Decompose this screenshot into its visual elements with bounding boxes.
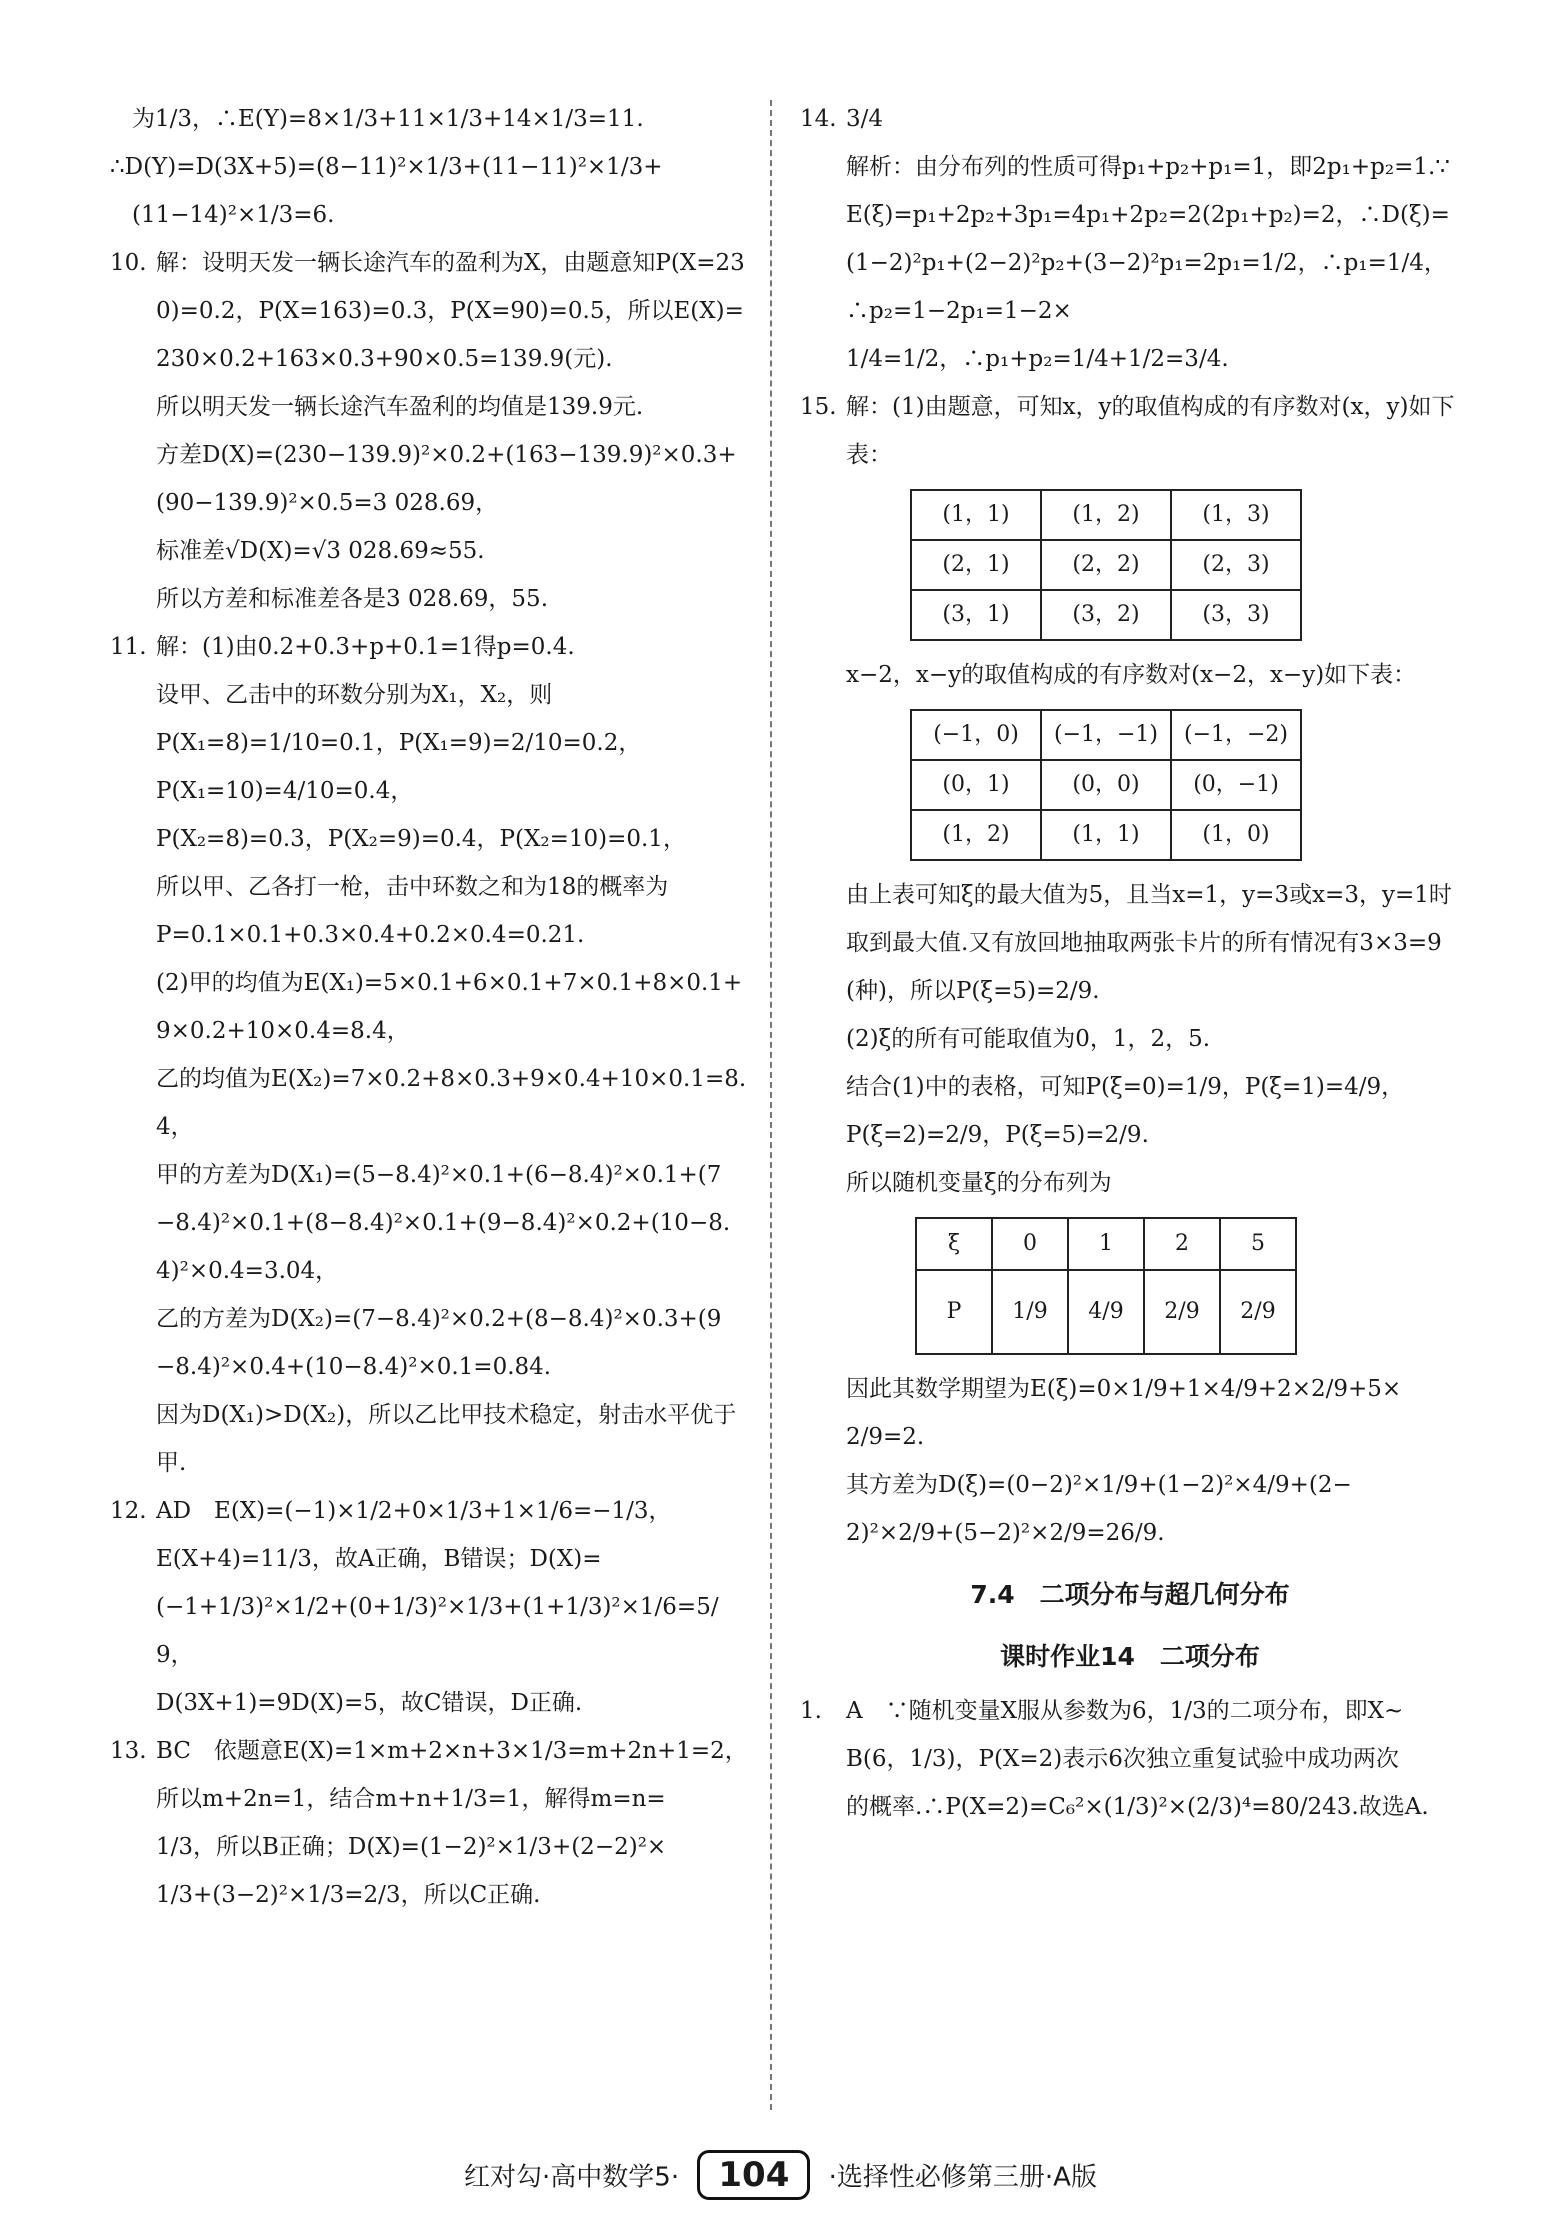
text-line: D(3X+1)=9D(X)=5，故C错误，D正确. (156, 1690, 583, 1716)
xy-pairs-table (910, 489, 1302, 641)
text-line: 标准差√D(X)=√3 028.69≈55. (156, 538, 485, 564)
table-cell: (1，1) (911, 490, 1041, 540)
table-cell: (0，1) (911, 760, 1041, 810)
text-line: 所以明天发一辆长途汽车盈利的均值是139.9元. (156, 394, 644, 420)
item-number: 15. (800, 394, 837, 420)
table-cell: 4/9 (1068, 1270, 1144, 1354)
column-divider (770, 100, 772, 2110)
item-number: 1. (800, 1698, 822, 1724)
text-line: 所以方差和标准差各是3 028.69，55. (156, 586, 548, 612)
table-cell: (1，2) (911, 810, 1041, 860)
text-line: 方差D(X)=(230−139.9)²×0.2+(163−139.9)²×0.3+(90−139.9)²×0.5=3 028.69， (156, 442, 737, 516)
table-cell: (1，1) (1041, 810, 1171, 860)
table-row (911, 540, 1301, 590)
table-cell: ξ (916, 1218, 992, 1270)
answer-13 (110, 1727, 750, 1919)
text-line: 1/3+(3−2)²×1/3=2/3，所以C正确. (156, 1882, 541, 1908)
table-cell: (−1，−1) (1041, 710, 1171, 760)
text-line: 所以甲、乙各打一枪，击中环数之和为18的概率为 (156, 874, 669, 900)
footer-book-title: 红对勾·高中数学5· (464, 2162, 680, 2193)
text-line: 乙的方差为D(X₂)=(7−8.4)²×0.2+(8−8.4)²×0.3+(9−8.4)²×0.4+(10−8.4)²×0.1=0.84. (156, 1306, 722, 1380)
text-line: B(6，1/3)，P(X=2)表示6次独立重复试验中成功两次 (846, 1746, 1399, 1772)
table-row (911, 490, 1301, 540)
text-line: 甲的方差为D(X₁)=(5−8.4)²×0.1+(6−8.4)²×0.1+(7−8.4)²×0.1+(8−8.4)²×0.1+(9−8.4)²×0.2+(10−8.4)²×0.4=3.04， (156, 1162, 731, 1284)
table-cell: (0，0) (1041, 760, 1171, 810)
text-line: (−1+1/3)²×1/2+(0+1/3)²×1/3+(1+1/3)²×1/6=5/9， (156, 1594, 719, 1668)
text-line: 解：设明天发一辆长途汽车的盈利为X，由题意知P(X=230)=0.2，P(X=163)=0.3，P(X=90)=0.5，所以E(X)=230×0.2+163×0.3+90×0.5=139.9(元). (156, 250, 745, 372)
text-line: 为1/3，∴E(Y)=8×1/3+11×1/3+14×1/3=11. (132, 106, 644, 132)
text-line: P(X₂=8)=0.3，P(X₂=9)=0.4，P(X₂=10)=0.1， (156, 826, 686, 852)
table-cell: (−1，0) (911, 710, 1041, 760)
text-line: 所以随机变量ξ的分布列为 (846, 1170, 1112, 1196)
right-column (800, 95, 1460, 1831)
table-cell: (2，1) (911, 540, 1041, 590)
table-row (911, 760, 1301, 810)
derived-pairs-table (910, 709, 1302, 861)
table-cell: 2/9 (1144, 1270, 1220, 1354)
text-line: 设甲、乙击中的环数分别为X₁，X₂，则 (156, 682, 553, 708)
text-line: 其方差为D(ξ)=(0−2)²×1/9+(1−2)²×4/9+(2− (846, 1472, 1352, 1498)
table-row (911, 710, 1301, 760)
answer-12 (110, 1487, 750, 1727)
table-cell: (2，2) (1041, 540, 1171, 590)
answer-14 (800, 95, 1460, 383)
table-cell: (1，0) (1171, 810, 1301, 860)
table-cell: 5 (1220, 1218, 1296, 1270)
item-number: 10. (110, 250, 147, 276)
table-cell: (3，2) (1041, 590, 1171, 640)
table-row (916, 1218, 1296, 1270)
table-cell: (3，1) (911, 590, 1041, 640)
table-cell: (0，−1) (1171, 760, 1301, 810)
text-line: P(X₁=10)=4/10=0.4， (156, 778, 414, 804)
text-line: 1/3，所以B正确；D(X)=(1−2)²×1/3+(2−2)²× (156, 1834, 667, 1860)
text-line: 乙的均值为E(X₂)=7×0.2+8×0.3+9×0.4+10×0.1=8.4， (156, 1066, 747, 1140)
text-line: 2)²×2/9+(5−2)²×2/9=26/9. (846, 1520, 1165, 1546)
text-line: 由上表可知ξ的最大值为5，且当x=1，y=3或x=3，y=1时取到最大值.又有放回地抽取两张卡片的所有情况有3×3=9(种)，所以P(ξ=5)=2/9. (846, 882, 1452, 1004)
text-line: x−2，x−y的取值构成的有序数对(x−2，x−y)如下表： (846, 662, 1417, 688)
text-line: (11−14)²×1/3=6. (132, 202, 335, 228)
table-row (916, 1270, 1296, 1354)
text-line: (2)ξ的所有可能取值为0，1，2，5. (846, 1026, 1211, 1052)
distribution-table (915, 1217, 1297, 1355)
text-line: P(ξ=2)=2/9，P(ξ=5)=2/9. (846, 1122, 1149, 1148)
answer-15 (800, 383, 1460, 1557)
page-number: 104 (697, 2150, 810, 2200)
answer-1 (800, 1687, 1460, 1831)
text-line: A ∵随机变量X服从参数为6，1/3的二项分布，即X~ (846, 1698, 1404, 1724)
table-cell: (−1，−2) (1171, 710, 1301, 760)
text-line: 结合(1)中的表格，可知P(ξ=0)=1/9，P(ξ=1)=4/9， (846, 1074, 1405, 1100)
text-line: 因此其数学期望为E(ξ)=0×1/9+1×4/9+2×2/9+5× (846, 1376, 1402, 1402)
table-row (911, 590, 1301, 640)
subsection-title: 课时作业14 二项分布 (1000, 1642, 1260, 1671)
table-cell: 0 (992, 1218, 1068, 1270)
table-cell: 1 (1068, 1218, 1144, 1270)
page-footer (0, 2150, 1561, 2200)
item-number: 11. (110, 634, 147, 660)
text-line: E(X+4)=11/3，故A正确，B错误；D(X)= (156, 1546, 602, 1572)
text-line: 解析：由分布列的性质可得p₁+p₂+p₁=1，即2p₁+p₂=1.∵E(ξ)=p₁+2p₂+3p₁=4p₁+2p₂=2(2p₁+p₂)=2，∴D(ξ)=(1−2)²p₁+(2−2)²p₂+(3−2)²p₁=2p₁=1/2，∴p₁=1/4，∴p₂=1−2p₁=1−2× (846, 154, 1450, 324)
footer-edition: ·选择性必修第三册·A版 (828, 2162, 1097, 2193)
left-column (110, 95, 750, 1919)
table-cell: P (916, 1270, 992, 1354)
text-line: 因为D(X₁)>D(X₂)，所以乙比甲技术稳定，射击水平优于甲. (156, 1402, 737, 1476)
item-number: 12. (110, 1498, 147, 1524)
table-cell: 1/9 (992, 1270, 1068, 1354)
table-row (911, 810, 1301, 860)
text-line: AD E(X)=(−1)×1/2+0×1/3+1×1/6=−1/3， (156, 1498, 672, 1524)
text-line: ∴D(Y)=D(3X+5)=(8−11)²×1/3+(11−11)²×1/3+ (110, 154, 663, 180)
table-cell: (1，2) (1041, 490, 1171, 540)
table-cell: 2 (1144, 1218, 1220, 1270)
section-title: 7.4 二项分布与超几何分布 (970, 1580, 1290, 1609)
text-line: 解：(1)由题意，可知x，y的取值构成的有序数对(x，y)如下表： (846, 394, 1455, 468)
table-cell: 2/9 (1220, 1270, 1296, 1354)
table-cell: (2，3) (1171, 540, 1301, 590)
text-line: P=0.1×0.1+0.3×0.4+0.2×0.4=0.21. (156, 922, 585, 948)
text-line: 的概率.∴P(X=2)=C₆²×(1/3)²×(2/3)⁴=80/243.故选A. (846, 1794, 1429, 1820)
text-line: BC 依题意E(X)=1×m+2×n+3×1/3=m+2n+1=2，所以m+2n=1，结合m+n+1/3=1，解得m=n= (156, 1738, 748, 1812)
table-cell: (1，3) (1171, 490, 1301, 540)
text-line: 2/9=2. (846, 1424, 925, 1450)
item-number: 13. (110, 1738, 147, 1764)
table-cell: (3，3) (1171, 590, 1301, 640)
text-line: (2)甲的均值为E(X₁)=5×0.1+6×0.1+7×0.1+8×0.1+9×0.2+10×0.4=8.4， (156, 970, 743, 1044)
text-line: P(X₁=8)=1/10=0.1，P(X₁=9)=2/10=0.2， (156, 730, 642, 756)
text-line: 解：(1)由0.2+0.3+p+0.1=1得p=0.4. (156, 634, 575, 660)
answer-value: 3/4 (846, 106, 884, 132)
item-number: 14. (800, 106, 837, 132)
answer-11 (110, 623, 750, 1487)
answer-10 (110, 239, 750, 623)
text-line: 1/4=1/2，∴p₁+p₂=1/4+1/2=3/4. (846, 346, 1229, 372)
